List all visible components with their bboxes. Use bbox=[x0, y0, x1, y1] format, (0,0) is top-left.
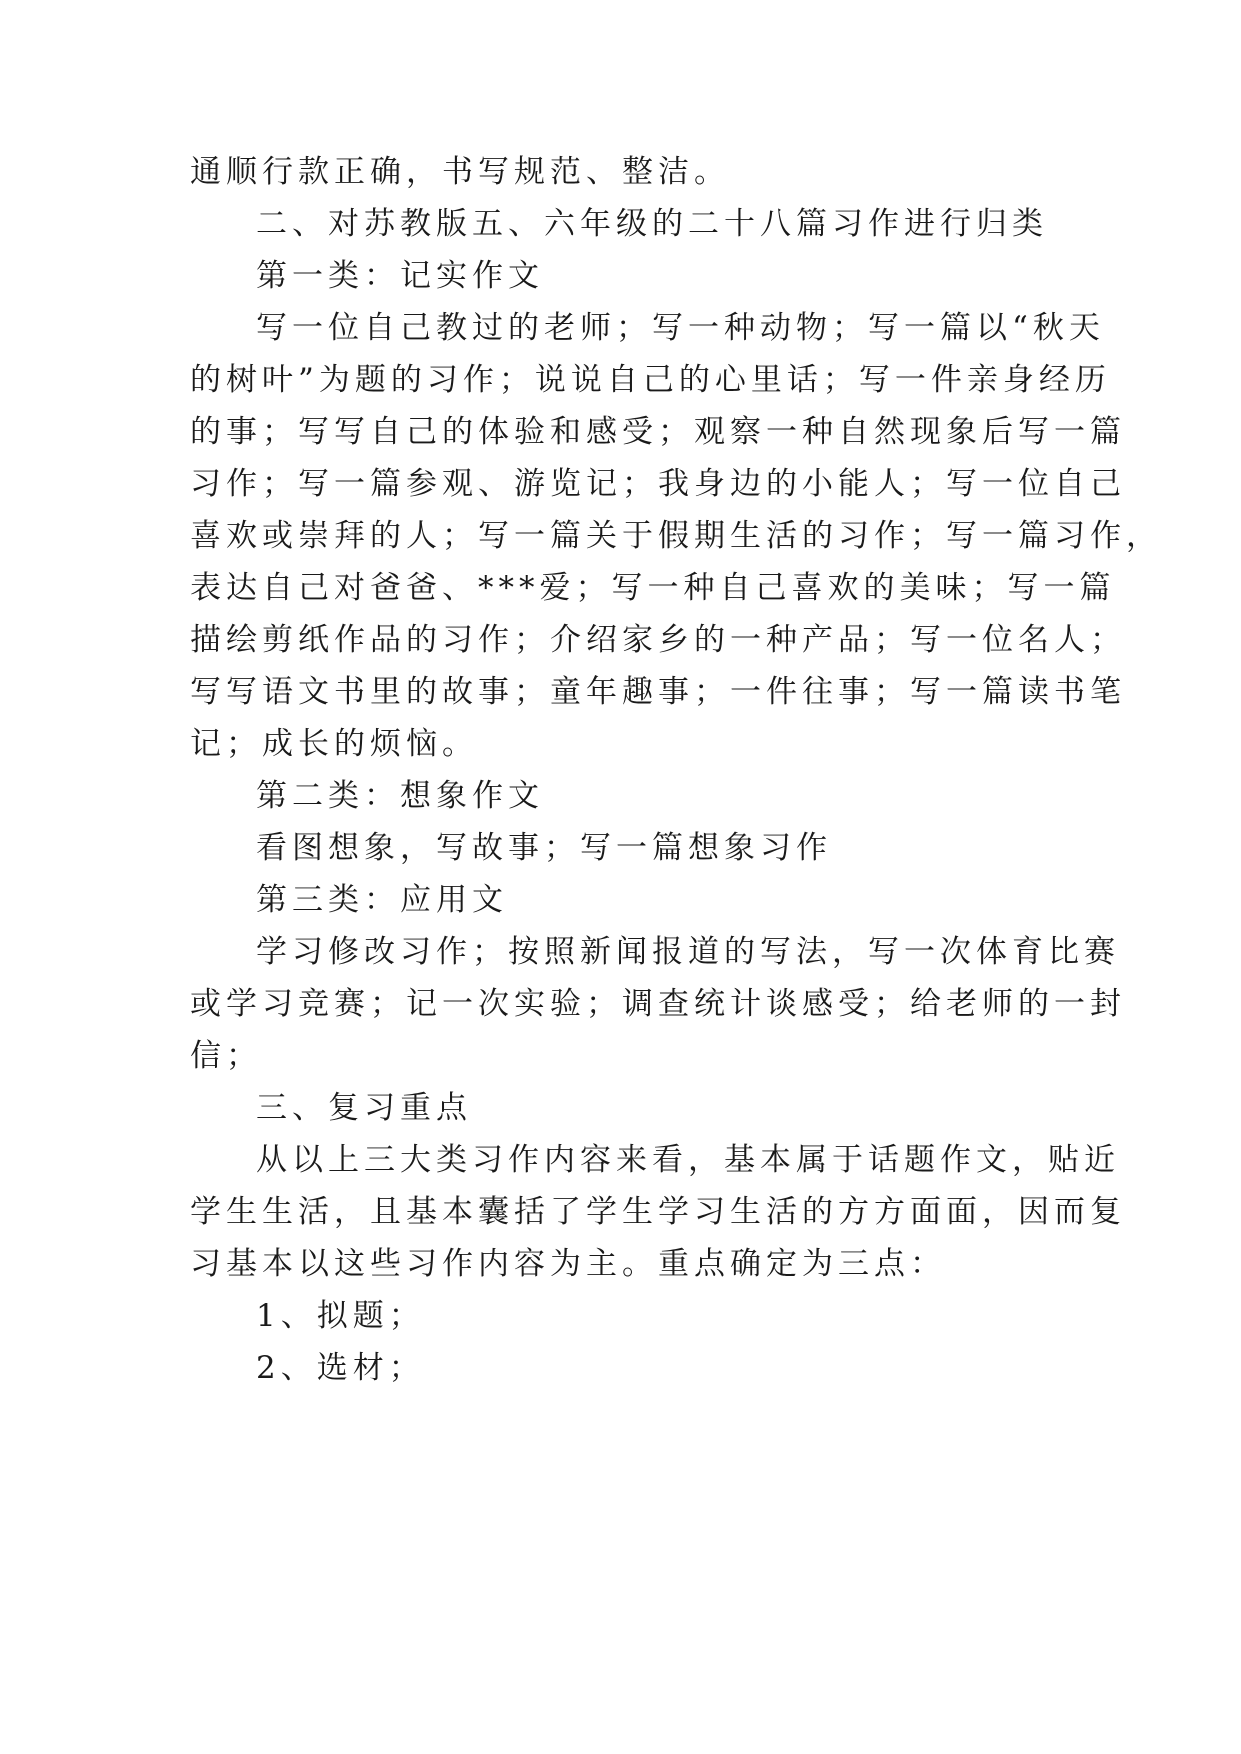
text-line: 看图想象，写故事；写一篇想象习作 bbox=[256, 830, 832, 866]
text-line: 或学习竞赛；记一次实验；调查统计谈感受；给老师的一封 bbox=[190, 986, 1126, 1022]
category-heading: 第二类：想象作文 bbox=[256, 778, 544, 814]
text-line: 学生生活，且基本囊括了学生学习生活的方方面面，因而复 bbox=[190, 1194, 1126, 1230]
text-line: 写写语文书里的故事；童年趣事；一件往事；写一篇读书笔 bbox=[190, 674, 1126, 710]
text-line: 通顺行款正确，书写规范、整洁。 bbox=[190, 154, 730, 190]
section-heading: 二、对苏教版五、六年级的二十八篇习作进行归类 bbox=[256, 206, 1048, 242]
text-line: 习作；写一篇参观、游览记；我身边的小能人；写一位自己 bbox=[190, 466, 1126, 502]
list-item: 2、选材； bbox=[256, 1350, 425, 1386]
text-line: 描绘剪纸作品的习作；介绍家乡的一种产品；写一位名人； bbox=[190, 622, 1126, 658]
text-line: 记；成长的烦恼。 bbox=[190, 726, 478, 762]
text-line: 信； bbox=[190, 1038, 262, 1074]
text-line: 表达自己对爸爸、***爱；写一种自己喜欢的美味；写一篇 bbox=[190, 570, 1116, 606]
text-line: 学习修改习作；按照新闻报道的写法，写一次体育比赛 bbox=[256, 934, 1120, 970]
text-line: 从以上三大类习作内容来看，基本属于话题作文，贴近 bbox=[256, 1142, 1120, 1178]
category-heading: 第三类：应用文 bbox=[256, 882, 508, 918]
text-line: 习基本以这些习作内容为主。重点确定为三点： bbox=[190, 1246, 946, 1282]
text-line: 写一位自己教过的老师；写一种动物；写一篇以“秋天 bbox=[256, 310, 1105, 346]
text-line: 的树叶”为题的习作；说说自己的心里话；写一件亲身经历 bbox=[190, 362, 1111, 398]
category-heading: 第一类：记实作文 bbox=[256, 258, 544, 294]
section-heading: 三、复习重点 bbox=[256, 1090, 472, 1126]
list-item: 1、拟题； bbox=[256, 1298, 425, 1334]
text-line: 喜欢或崇拜的人；写一篇关于假期生活的习作；写一篇习作， bbox=[190, 518, 1162, 554]
text-line: 的事；写写自己的体验和感受；观察一种自然现象后写一篇 bbox=[190, 414, 1126, 450]
